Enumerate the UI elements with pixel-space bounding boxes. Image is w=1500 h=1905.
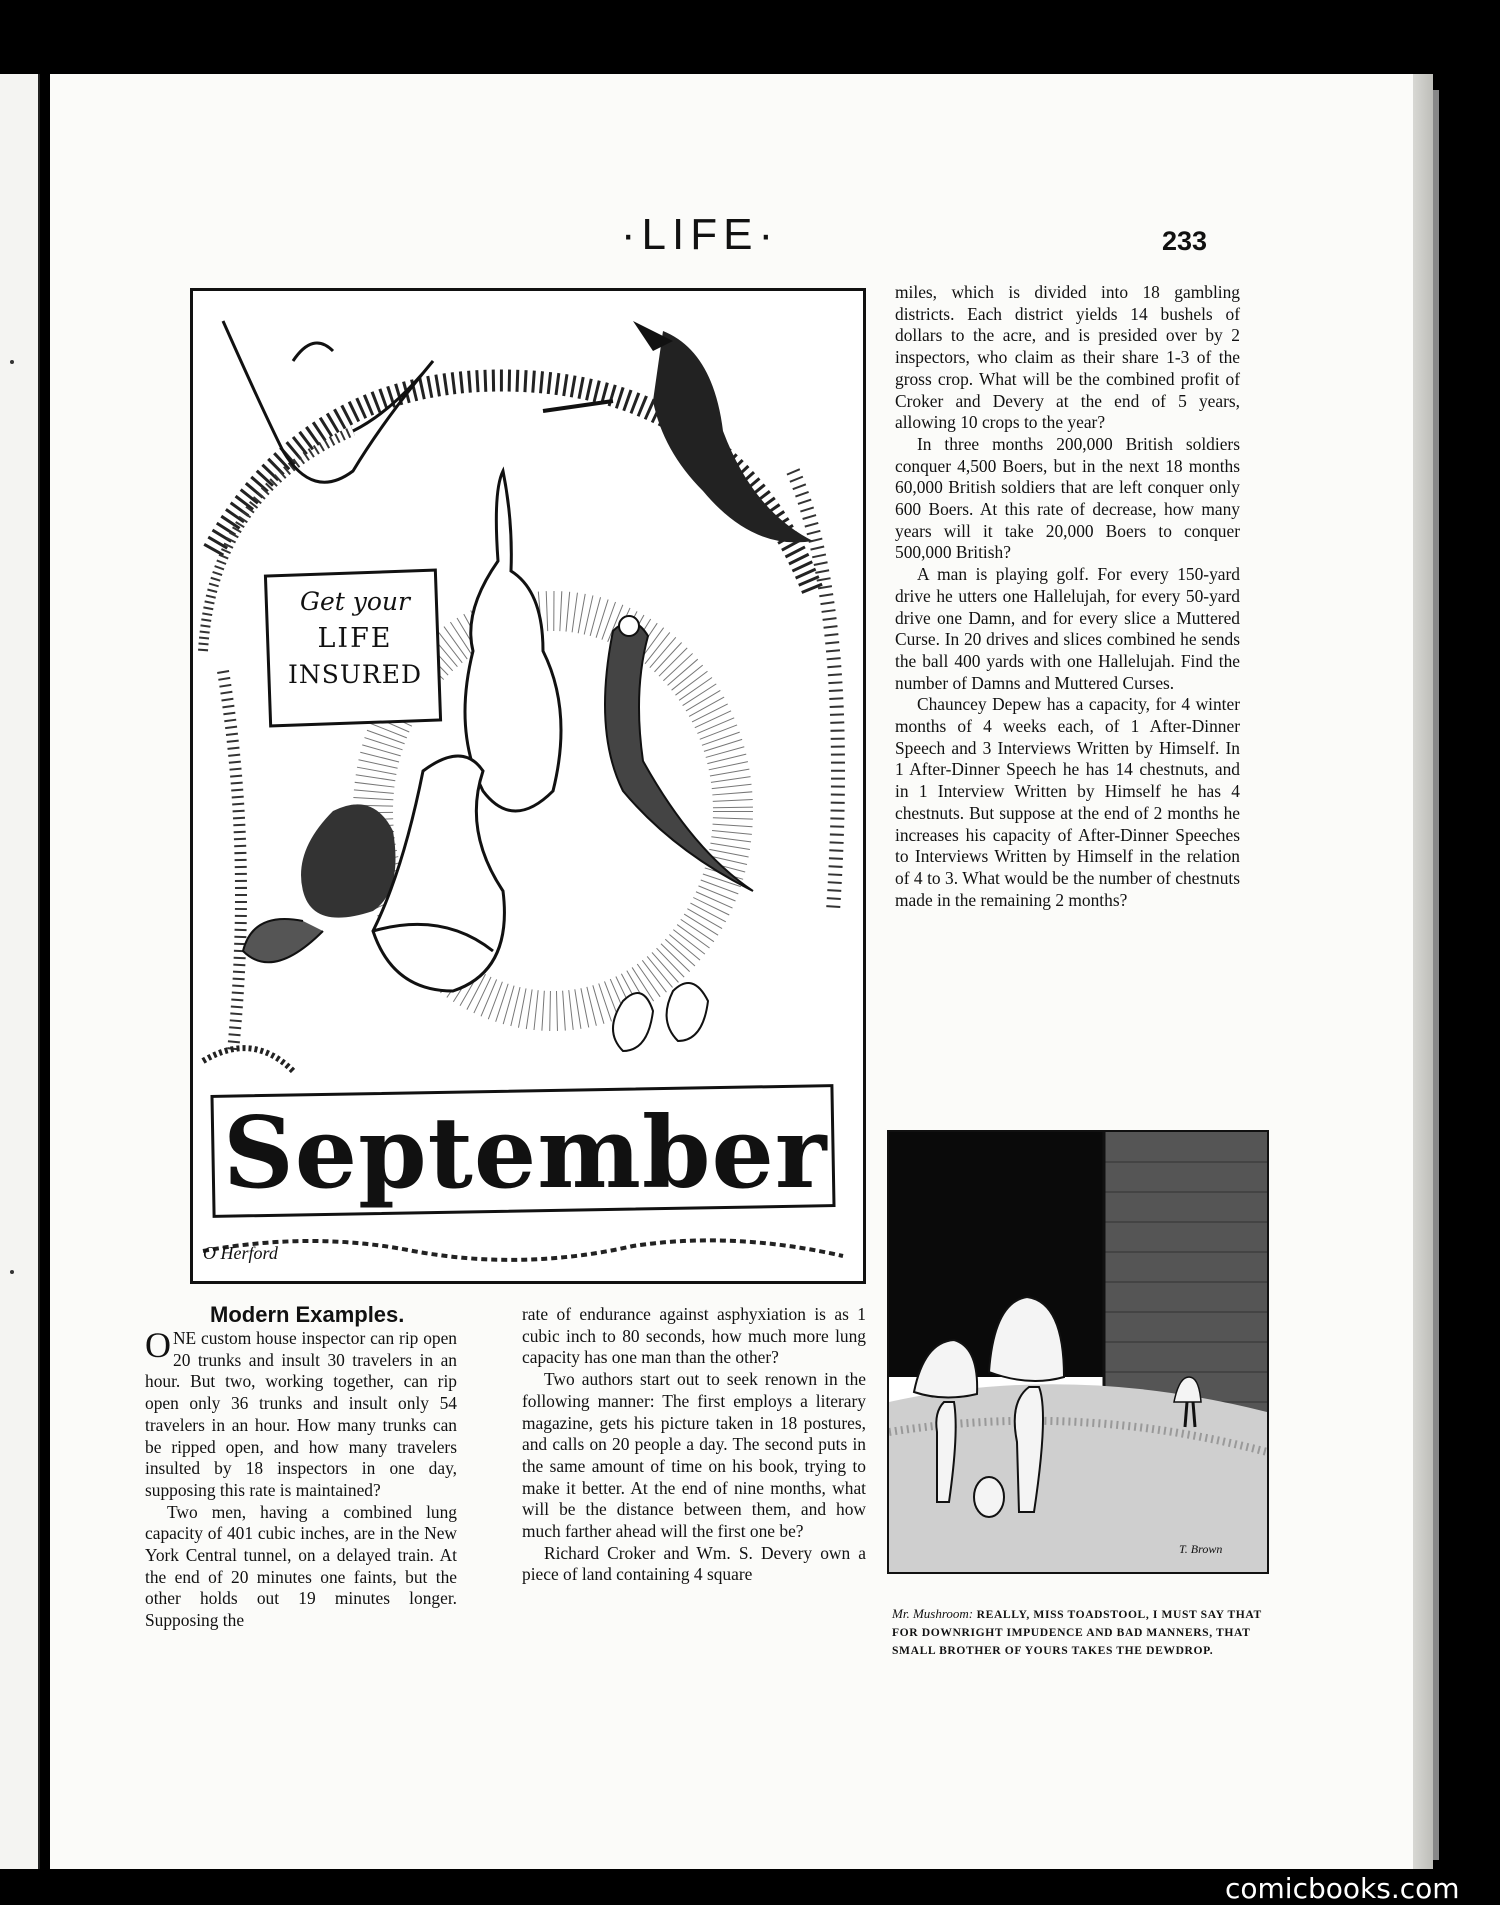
page-stack-shadow [1433,90,1439,1860]
article-paragraph: miles, which is divided into 18 gambling districts. Each district yields 14 bushels of dollars to the acre, and is presided over by 2 inspectors, who claim as their share 1-3 of the gross crop. What will be the combined profit of Croker and Devery at the end of 5 years, allowing 10 crops to the year? [895,282,1240,433]
page-number: 233 [1162,226,1208,256]
article-column-3 [895,282,1240,911]
previous-page-edge [0,74,40,1869]
speck [10,360,14,364]
article-paragraph: rate of endurance against asphyxiation is as 1 cubic inch to 80 seconds, how much more lung capacity has one man than the other? [522,1304,866,1368]
drop-cap: O [145,1325,171,1365]
article-title: Modern Examples. [210,1302,405,1327]
article-column-2 [522,1304,866,1586]
article-paragraph: Two men, having a combined lung capacity of 401 cubic inches, are in the New York Central tunnel, on a delayed train. At the end of 20 minutes one faints, but the other holds out 19 minutes longer. Supposing the [145,1501,457,1631]
paragraph-text: NE custom house inspector can rip open 20 trunks and insult 30 travelers in an hour. But two, working together, can rip open only 36 trunks and insult only 54 travelers in an hour. How many trunks can be ripped open, and how many travelers insulted by 18 inspectors in one day, supposing this rate is maintained? [145,1328,457,1500]
article-paragraph: Chauncey Depew has a capacity, for 4 winter months of 4 weeks each, of 1 After-Dinner Speech and 3 Interviews Written by Himself. In 1 After-Dinner Speech he has 14 chestnuts, and in 1 Interview Written by Himself he has 4 chestnuts. But suppose at the end of 2 months he increases his capacity of After-Dinner Speeches to Interviews Written by Himself in the relation of 4 to 3. What would be the number of chestnuts made in the remaining 2 months? [895,694,1240,910]
article-paragraph: Two authors start out to seek renown in the following manner: The first employs a literary magazine, gets his picture taken in 18 postures, and calls on 20 people a day. The second puts in the same amount of time on his book, trying to make it better. At the end of nine months, what will be the distance between them, and how much farther ahead will the first one be? [522,1369,866,1542]
sign-line-2: LIFE [317,623,393,654]
article-column-1 [145,1325,457,1632]
article-paragraph: In three months 200,000 British soldiers conquer 4,500 Boers, but in the next 18 months 60,000 British soldiers that are left conquer only 600 Boers. At this rate of decrease, how many years will it take 20,000 Boers to conquer 500,000 British? [895,433,1240,563]
caption-text: REALLY, MISS TOADSTOOL, I MUST SAY THAT FOR DOWNRIGHT IMPUDENCE AND BAD MANNERS, THAT SMALL BROTHER OF YOURS TAKES THE DEWDROP. [892,1608,1262,1657]
month-banner-text: September [223,1096,828,1211]
page-stack-edge [1413,74,1433,1869]
insurance-sign-text [271,583,439,693]
cartoonist-signature: T. Brown [1179,1542,1223,1556]
site-watermark: comicbooks.com [1225,1872,1460,1905]
mushroom-cartoon [887,1130,1269,1574]
cartoon-drawing [889,1132,1267,1572]
sign-line-3: INSURED [287,660,423,689]
speck [10,1270,14,1274]
magazine-title: ·LIFE· [620,210,780,259]
illustrator-signature: O Herford [203,1243,278,1263]
caption-speaker: Mr. Mushroom: [892,1606,974,1621]
article-paragraph: A man is playing golf. For every 150-yard drive he utters one Hallelujah, for every 50-yard drive one Damn, and for every slice a Muttered Curse. In 20 drives and slices combined he sends the ball 400 yards with one Hallelujah. Find the number of Damns and Muttered Curses. [895,564,1240,693]
cartoon-caption [892,1605,1264,1660]
september-illustration [190,288,866,1284]
article-paragraph: Richard Croker and Wm. S. Devery own a piece of land containing 4 square [522,1542,866,1585]
article-paragraph [145,1325,457,1502]
sign-line-1: Get your [300,587,410,616]
